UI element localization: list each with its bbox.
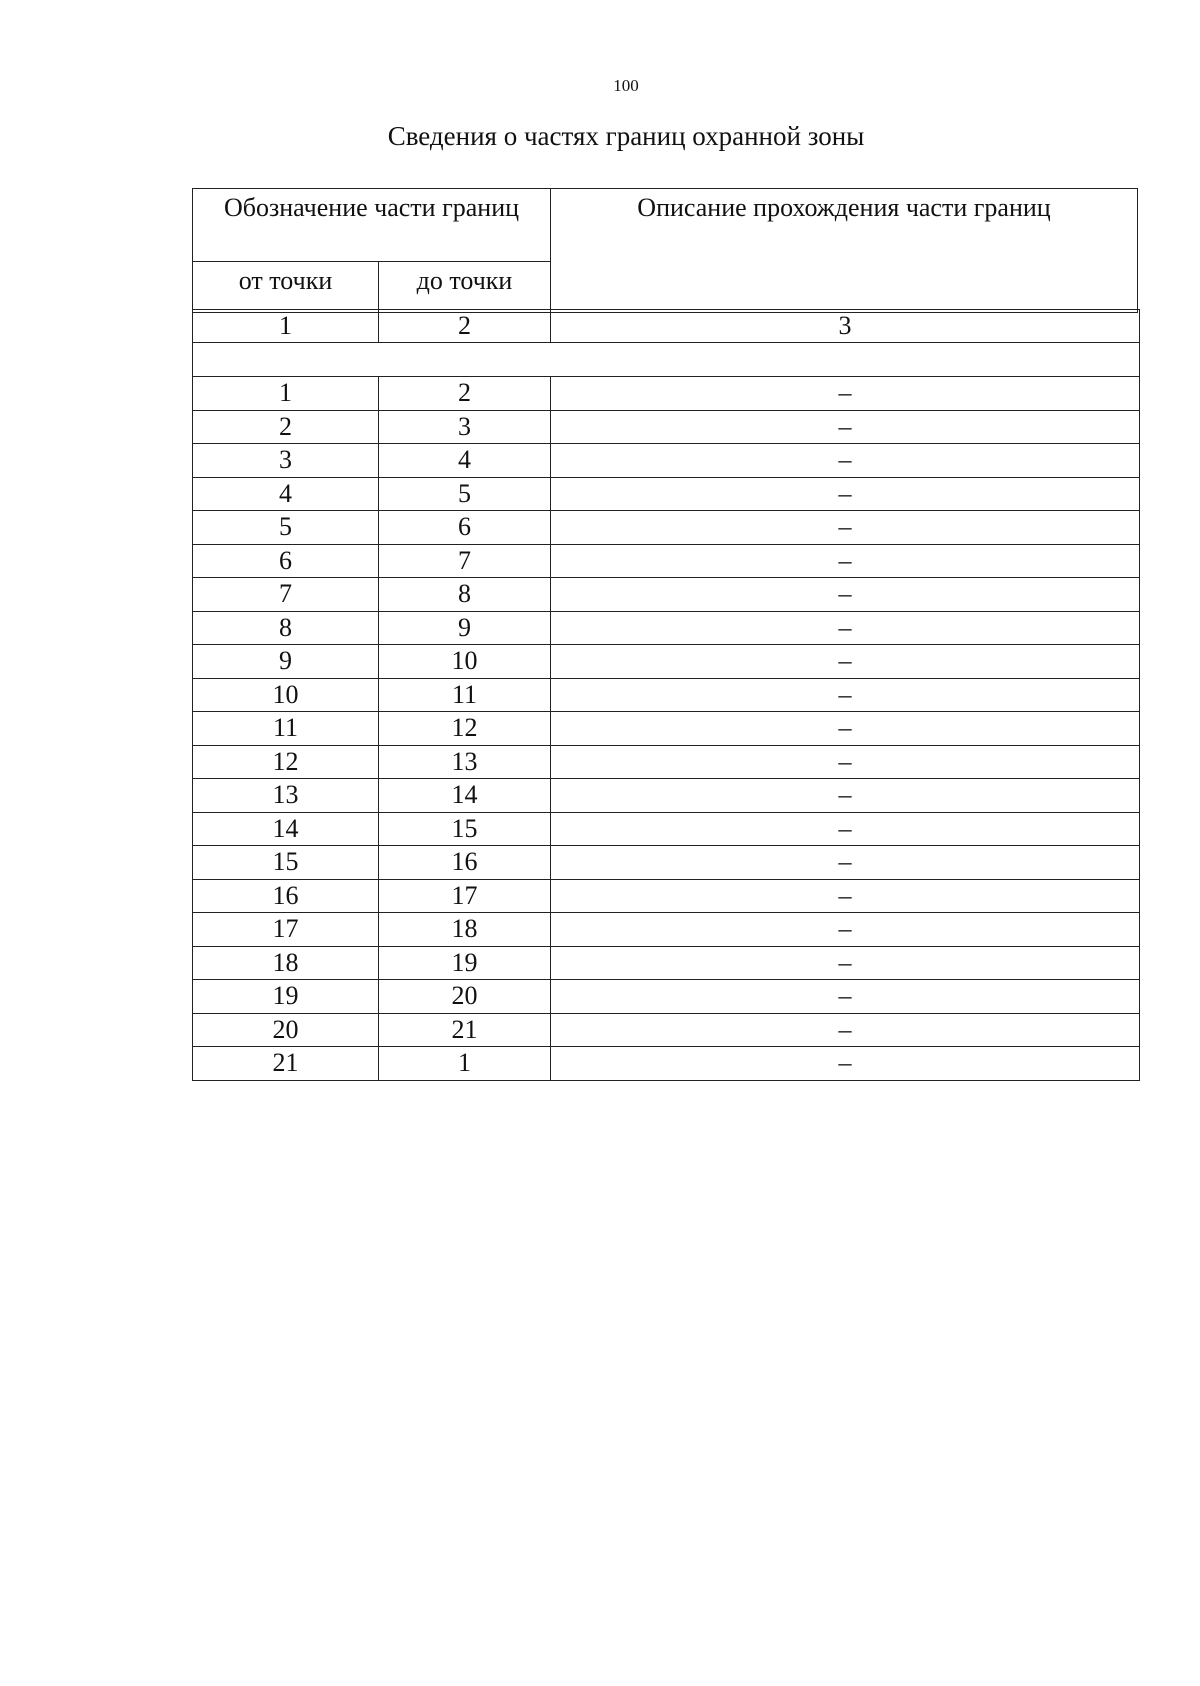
table-row	[193, 712, 1140, 746]
description-cell: –	[551, 444, 1140, 478]
description-cell: –	[551, 410, 1140, 444]
header-boundary-designation: Обозначение части границ	[193, 189, 551, 262]
from-point-cell: 14	[193, 812, 379, 846]
table-header	[192, 188, 1138, 313]
description-cell: –	[551, 745, 1140, 779]
from-point-cell: 2	[193, 410, 379, 444]
to-point-cell: 3	[379, 410, 551, 444]
from-point-cell: 7	[193, 578, 379, 612]
to-point-cell: 5	[379, 477, 551, 511]
header-boundary-description: Описание прохождения части границ	[551, 189, 1138, 313]
table-row	[193, 1013, 1140, 1047]
description-cell: –	[551, 712, 1140, 746]
from-point-cell: 19	[193, 980, 379, 1014]
to-point-cell: 7	[379, 544, 551, 578]
description-cell: –	[551, 1013, 1140, 1047]
to-point-cell: 11	[379, 678, 551, 712]
table-row	[193, 980, 1140, 1014]
to-point-cell: 13	[379, 745, 551, 779]
description-cell: –	[551, 578, 1140, 612]
page-number: 100	[613, 76, 639, 95]
description-cell: –	[551, 913, 1140, 947]
table-row	[193, 578, 1140, 612]
description-cell: –	[551, 1047, 1140, 1081]
from-point-cell: 21	[193, 1047, 379, 1081]
description-cell: –	[551, 544, 1140, 578]
table-row	[193, 1047, 1140, 1081]
from-point-cell: 10	[193, 678, 379, 712]
to-point-cell: 19	[379, 946, 551, 980]
to-point-cell: 15	[379, 812, 551, 846]
description-cell: –	[551, 812, 1140, 846]
description-cell: –	[551, 846, 1140, 880]
to-point-cell: 18	[379, 913, 551, 947]
to-point-cell: 1	[379, 1047, 551, 1081]
description-cell: –	[551, 779, 1140, 813]
description-cell: –	[551, 645, 1140, 679]
column-number: 1	[193, 310, 379, 343]
description-cell: –	[551, 946, 1140, 980]
description-cell: –	[551, 377, 1140, 411]
from-point-cell: 1	[193, 377, 379, 411]
from-point-cell: 4	[193, 477, 379, 511]
to-point-cell: 12	[379, 712, 551, 746]
to-point-cell: 4	[379, 444, 551, 478]
table-row	[193, 645, 1140, 679]
description-cell: –	[551, 980, 1140, 1014]
to-point-cell: 8	[379, 578, 551, 612]
table-row	[193, 779, 1140, 813]
from-point-cell: 8	[193, 611, 379, 645]
to-point-cell: 21	[379, 1013, 551, 1047]
header-from-point: от точки	[193, 262, 379, 313]
table-row	[193, 544, 1140, 578]
blank-cell	[193, 343, 1140, 377]
from-point-cell: 3	[193, 444, 379, 478]
from-point-cell: 20	[193, 1013, 379, 1047]
table-row	[193, 678, 1140, 712]
table-row	[193, 477, 1140, 511]
boundary-table	[192, 309, 1140, 1081]
from-point-cell: 6	[193, 544, 379, 578]
description-cell: –	[551, 678, 1140, 712]
table-row	[193, 812, 1140, 846]
table-row	[193, 410, 1140, 444]
description-cell: –	[551, 477, 1140, 511]
description-cell: –	[551, 879, 1140, 913]
column-number: 2	[379, 310, 551, 343]
table-row	[193, 879, 1140, 913]
description-cell: –	[551, 611, 1140, 645]
from-point-cell: 17	[193, 913, 379, 947]
table-row	[193, 611, 1140, 645]
from-point-cell: 5	[193, 511, 379, 545]
table-row	[193, 511, 1140, 545]
to-point-cell: 10	[379, 645, 551, 679]
to-point-cell: 17	[379, 879, 551, 913]
from-point-cell: 12	[193, 745, 379, 779]
document-title: Сведения о частях границ охранной зоны	[387, 121, 865, 151]
from-point-cell: 9	[193, 645, 379, 679]
header-to-point: до точки	[379, 262, 551, 313]
from-point-cell: 15	[193, 846, 379, 880]
from-point-cell: 16	[193, 879, 379, 913]
from-point-cell: 18	[193, 946, 379, 980]
description-cell: –	[551, 511, 1140, 545]
table-row	[193, 846, 1140, 880]
table-row	[193, 377, 1140, 411]
to-point-cell: 16	[379, 846, 551, 880]
from-point-cell: 13	[193, 779, 379, 813]
to-point-cell: 9	[379, 611, 551, 645]
section-blank-row	[193, 343, 1140, 377]
column-number-row	[193, 310, 1140, 343]
to-point-cell: 20	[379, 980, 551, 1014]
table-row	[193, 913, 1140, 947]
to-point-cell: 14	[379, 779, 551, 813]
from-point-cell: 11	[193, 712, 379, 746]
to-point-cell: 2	[379, 377, 551, 411]
table-row	[193, 946, 1140, 980]
table-row	[193, 444, 1140, 478]
table-row	[193, 745, 1140, 779]
to-point-cell: 6	[379, 511, 551, 545]
column-number: 3	[551, 310, 1140, 343]
